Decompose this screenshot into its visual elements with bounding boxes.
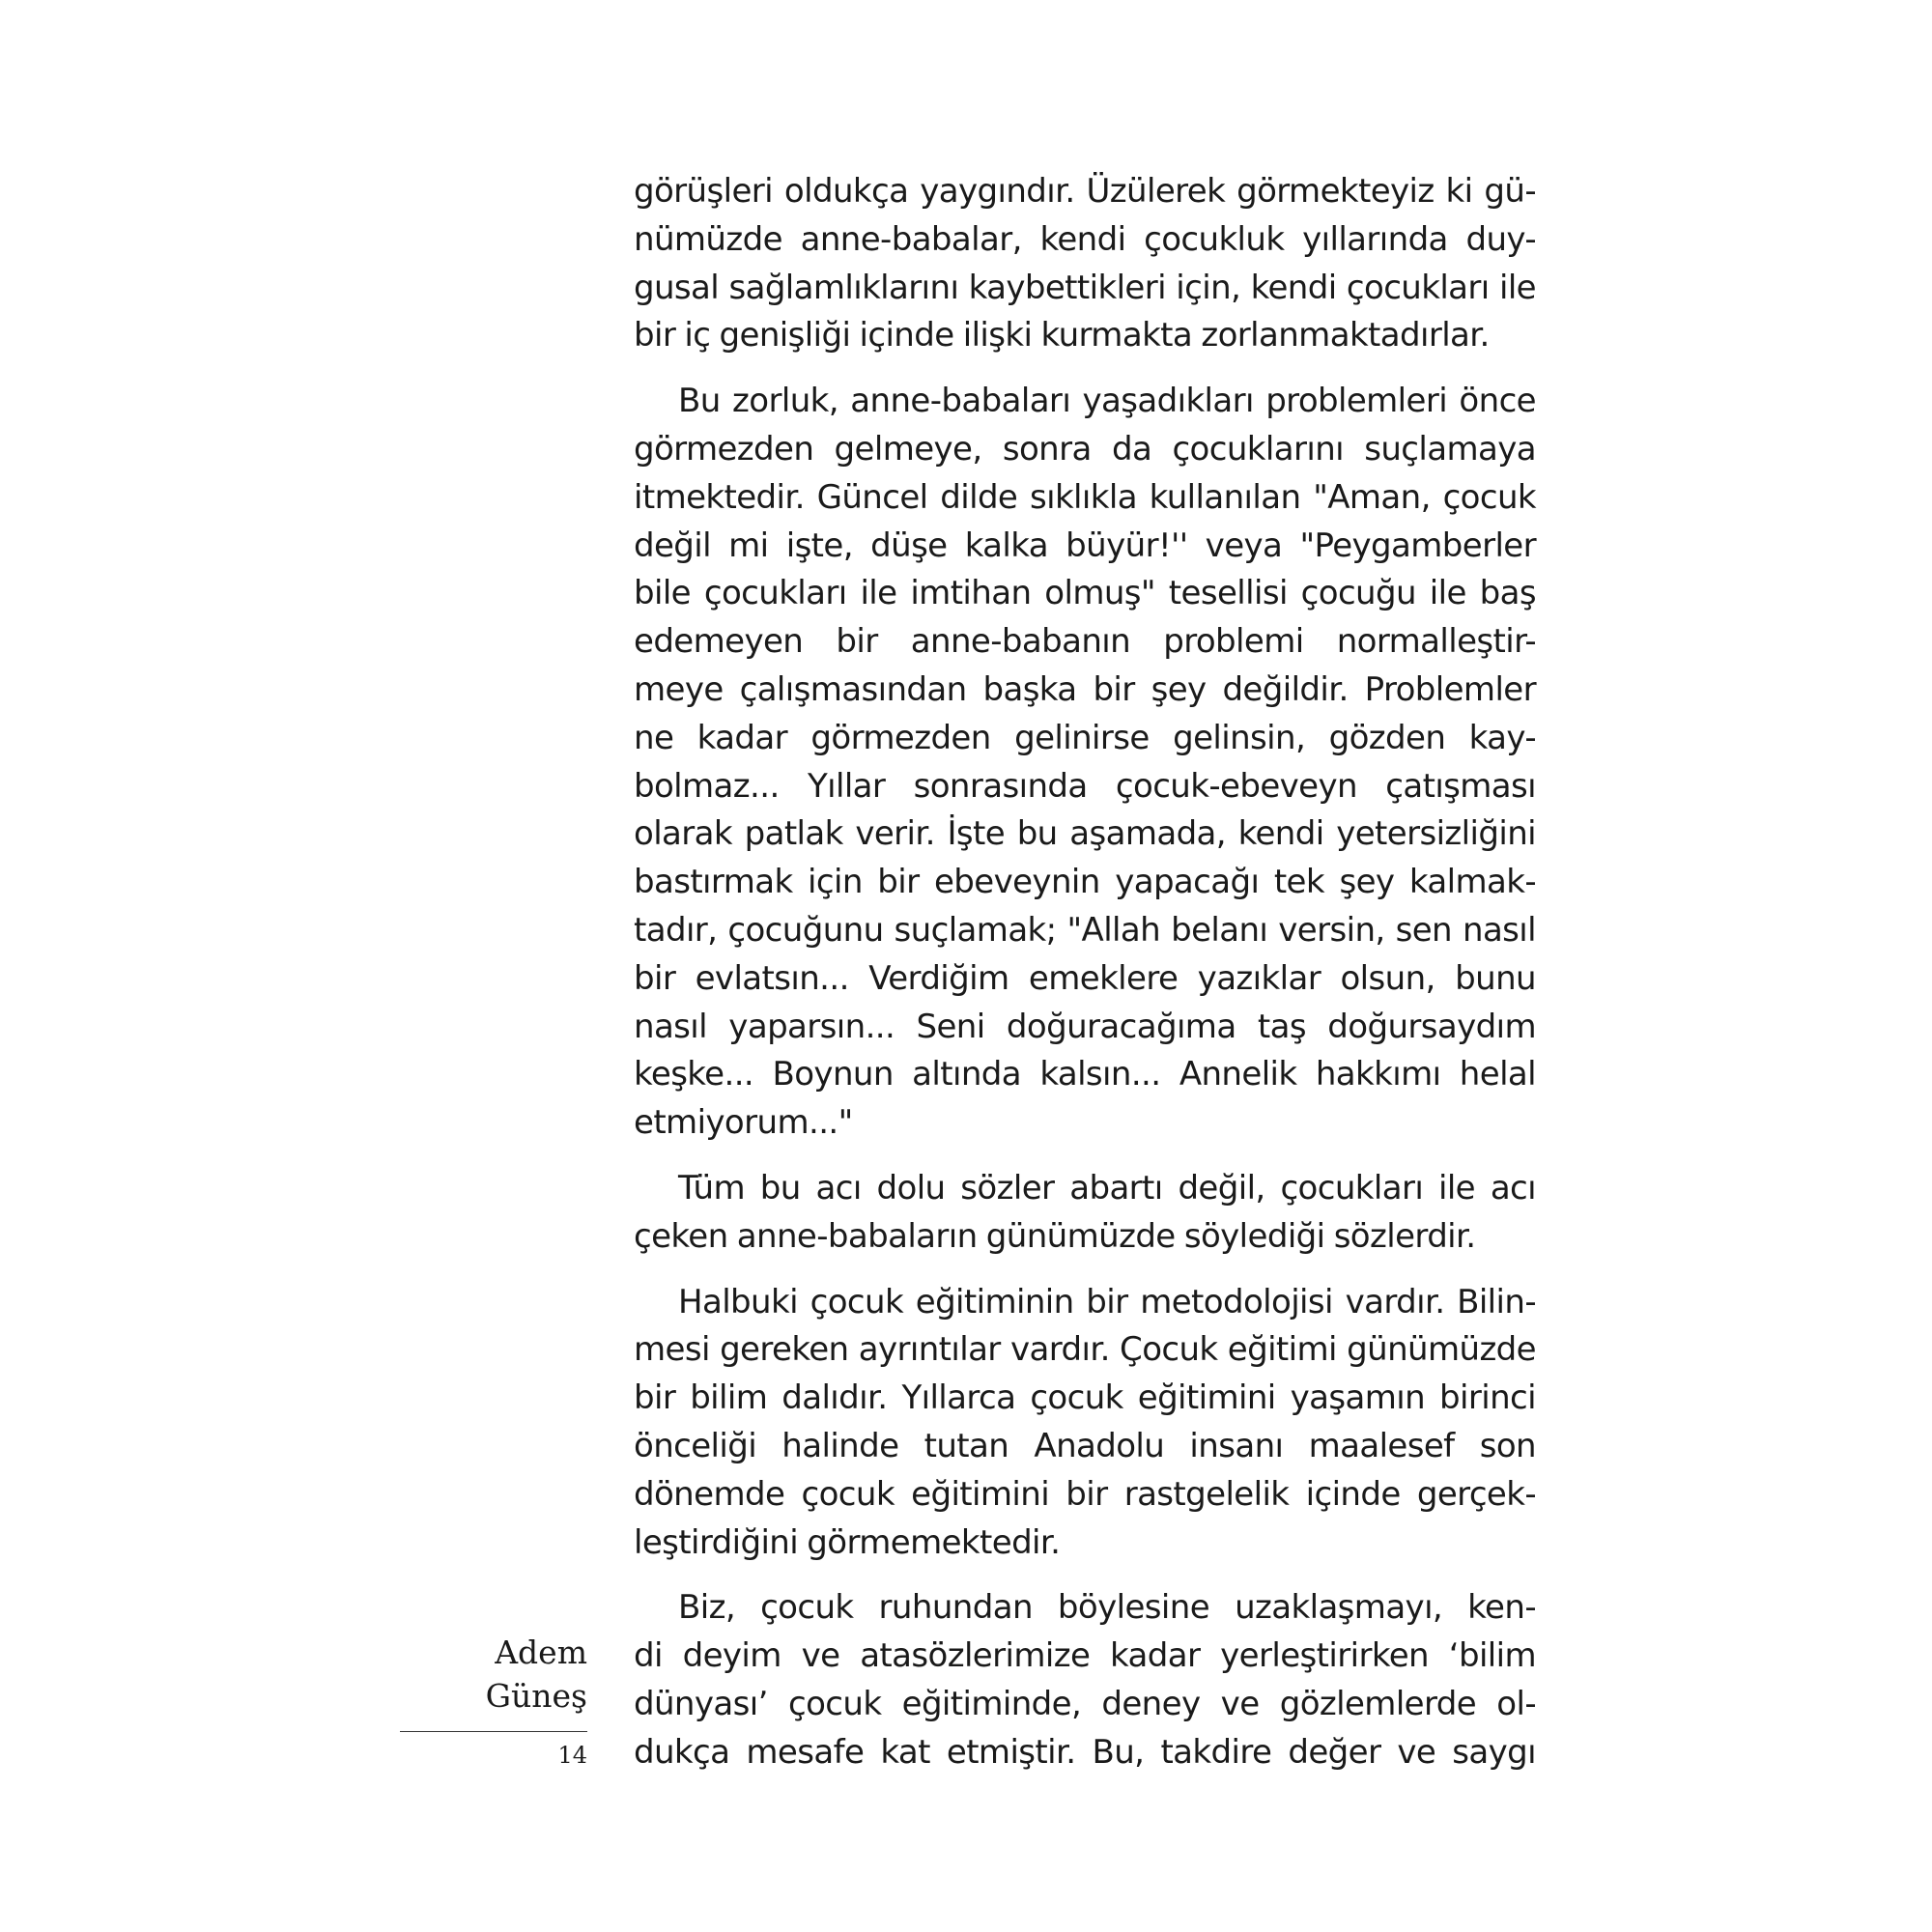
- text-line: di deyim ve atasözlerimize kadar yerleştirirken ‘bilim: [634, 1636, 1536, 1676]
- body-text: [634, 168, 1536, 1795]
- paragraph: [634, 1165, 1536, 1262]
- text-line: bastırmak için bir ebeveynin yapacağı tek şey kalmak-: [634, 863, 1536, 902]
- text-line: mesi gereken ayrıntılar vardır. Çocuk eğitimi günümüzde: [634, 1330, 1536, 1370]
- text-line: etmiyorum...": [634, 1103, 853, 1143]
- text-line: Bu zorluk, anne-babaları yaşadıkları problemleri önce: [678, 382, 1536, 421]
- paragraph: [634, 1279, 1536, 1568]
- paragraph: [634, 168, 1536, 360]
- text-line: önceliği halinde tutan Anadolu insanı maalesef son: [634, 1426, 1536, 1465]
- text-line: görmezden gelmeye, sonra da çocuklarını suçlamaya: [634, 429, 1536, 469]
- text-line: Tüm bu acı dolu sözler abartı değil, çocukları ile acı: [678, 1168, 1536, 1208]
- paragraph: [634, 1584, 1536, 1776]
- text-line: bir iç genişliği içinde ilişki kurmakta zorlanmaktadırlar.: [634, 316, 1490, 355]
- text-line: tadır, çocuğunu suçlamak; "Allah belanı versin, sen nasıl: [634, 910, 1536, 950]
- text-line: bolmaz... Yıllar sonrasında çocuk-ebeveyn çatışması: [634, 766, 1536, 806]
- text-line: gusal sağlamlıklarını kaybettikleri için, kendi çocukları ile: [634, 268, 1536, 307]
- text-line: Biz, çocuk ruhundan böylesine uzaklaşmayı, ken-: [678, 1588, 1536, 1628]
- text-line: bir bilim dalıdır. Yıllarca çocuk eğitimini yaşamın birinci: [634, 1378, 1536, 1418]
- text-line: keşke... Boynun altında kalsın... Annelik hakkımı helal: [634, 1055, 1536, 1094]
- text-line: ne kadar görmezden gelinirse gelinsin, gözden kay-: [634, 718, 1536, 757]
- text-line: edemeyen bir anne-babanın problemi normalleştir-: [634, 622, 1536, 662]
- footer-divider: [400, 1731, 587, 1732]
- text-line: görüşleri oldukça yaygındır. Üzülerek görmekteyiz ki gü-: [634, 172, 1536, 211]
- text-line: dukça mesafe kat etmiştir. Bu, takdire değer ve saygı: [634, 1732, 1536, 1772]
- running-author: [486, 1631, 587, 1718]
- text-line: bile çocukları ile imtihan olmuş" tesellisi çocuğu ile baş: [634, 574, 1536, 613]
- page-number: 14: [557, 1742, 587, 1769]
- text-line: olarak patlak verir. İşte bu aşamada, kendi yetersizliğini: [634, 814, 1536, 854]
- text-line: çeken anne-babaların günümüzde söylediği sözlerdir.: [634, 1216, 1476, 1256]
- text-line: dönemde çocuk eğitimini bir rastgelelik içinde gerçek-: [634, 1474, 1536, 1514]
- author-last-name: Güneş: [485, 1677, 587, 1715]
- text-line: nümüzde anne-babalar, kendi çocukluk yıllarında duy-: [634, 219, 1536, 259]
- text-line: nasıl yaparsın... Seni doğuracağıma taş doğursaydım: [634, 1007, 1536, 1046]
- text-line: dünyası’ çocuk eğitiminde, deney ve gözlemlerde ol-: [634, 1684, 1536, 1723]
- text-line: bir evlatsın... Verdiğim emeklere yazıklar olsun, bunu: [634, 958, 1536, 998]
- author-first-name: Adem: [495, 1634, 587, 1671]
- text-line: itmektedir. Güncel dilde sıklıkla kullanılan "Aman, çocuk: [634, 477, 1536, 517]
- text-line: meye çalışmasından başka bir şey değildir. Problemler: [634, 669, 1536, 709]
- text-line: Halbuki çocuk eğitiminin bir metodolojisi vardır. Bilin-: [678, 1282, 1536, 1321]
- paragraph: [634, 378, 1536, 1148]
- text-line: leştirdiğini görmemektedir.: [634, 1522, 1061, 1562]
- text-line: değil mi işte, düşe kalka büyür!'' veya "Peygamberler: [634, 526, 1536, 565]
